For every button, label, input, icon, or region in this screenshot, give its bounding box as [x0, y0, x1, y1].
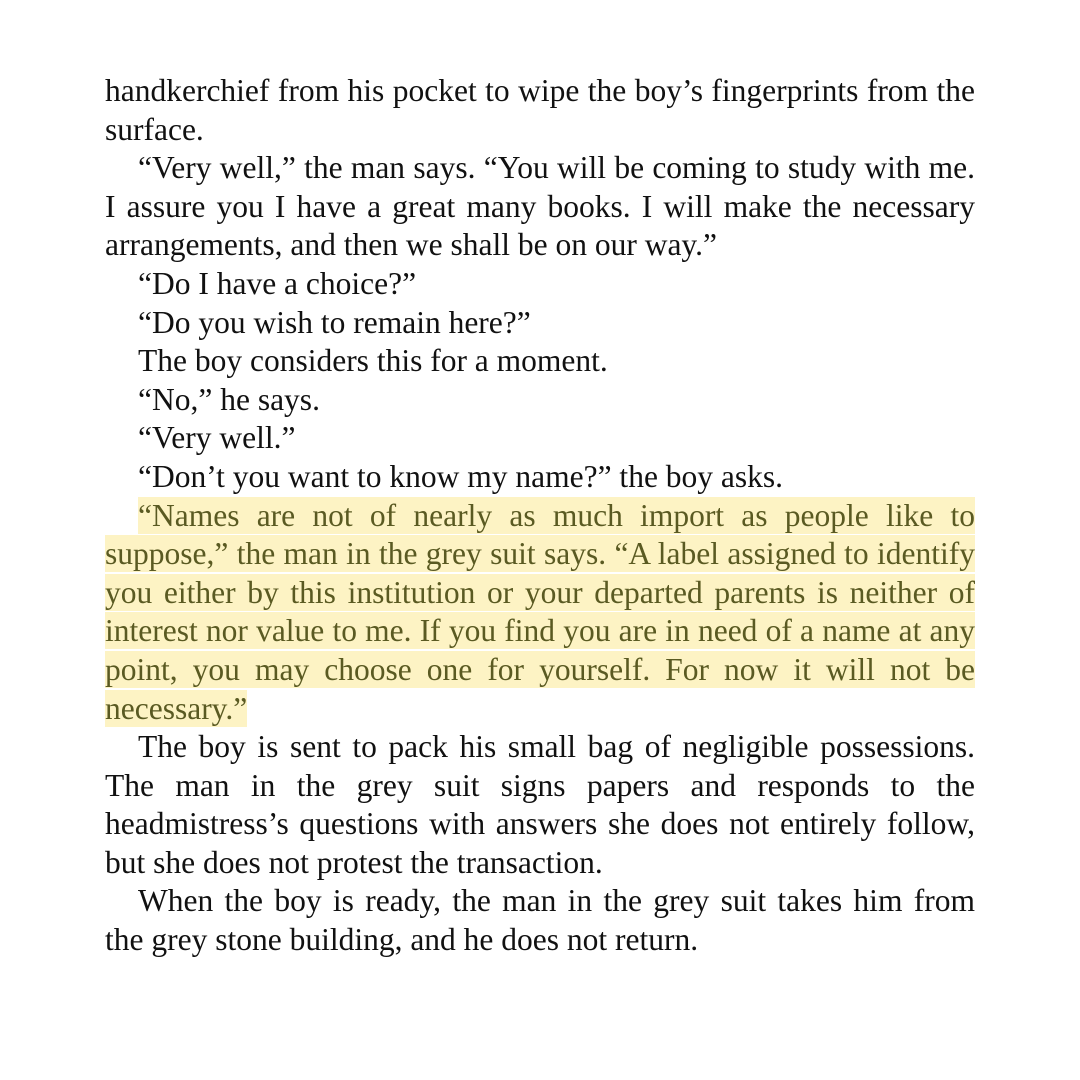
paragraph-6-text: “No,” he says.	[138, 381, 320, 417]
paragraph-11-text: When the boy is ready, the man in the grey suit takes him from the grey stone building, and he does not return.	[105, 883, 975, 958]
paragraph-11	[105, 882, 975, 959]
paragraph-10-text: The boy is sent to pack his small bag of negligible possessions. The man in the grey suit signs papers and responds to the headmistress’s questions with answers she does not entirely follow, but she does not protest the transaction.	[105, 729, 975, 880]
paragraph-4-text: “Do you wish to remain here?”	[138, 304, 531, 340]
paragraph-8-text: “Don’t you want to know my name?” the boy asks.	[138, 458, 784, 494]
paragraph-4	[105, 304, 975, 343]
highlighted-passage[interactable]: “Names are not of nearly as much import as people like to suppose,” the man in the grey suit says. “A label assigned to identify you either by this institution or your departed parents is neither of interest nor value to me. If you find you are in need of a name at any point, you may choose one for yourself. For now it will not be necessary.”	[105, 497, 975, 726]
paragraph-9-highlighted[interactable]	[105, 497, 975, 729]
paragraph-6	[105, 381, 975, 420]
paragraph-5-text: The boy considers this for a moment.	[138, 343, 608, 379]
paragraph-2-text: “Very well,” the man says. “You will be coming to study with me. I assure you I have a great many books. I will make the necessary arrangements, and then we shall be on our way.”	[105, 150, 975, 263]
book-page-text	[105, 72, 975, 960]
paragraph-7	[105, 419, 975, 458]
paragraph-5	[105, 342, 975, 381]
paragraph-10	[105, 728, 975, 882]
paragraph-3	[105, 265, 975, 304]
paragraph-1	[105, 72, 975, 149]
paragraph-3-text: “Do I have a choice?”	[138, 265, 417, 301]
paragraph-1-text: handkerchief from his pocket to wipe the boy’s fingerprints from the surface.	[105, 73, 975, 147]
paragraph-8	[105, 458, 975, 497]
paragraph-2	[105, 149, 975, 265]
paragraph-7-text: “Very well.”	[138, 420, 296, 456]
